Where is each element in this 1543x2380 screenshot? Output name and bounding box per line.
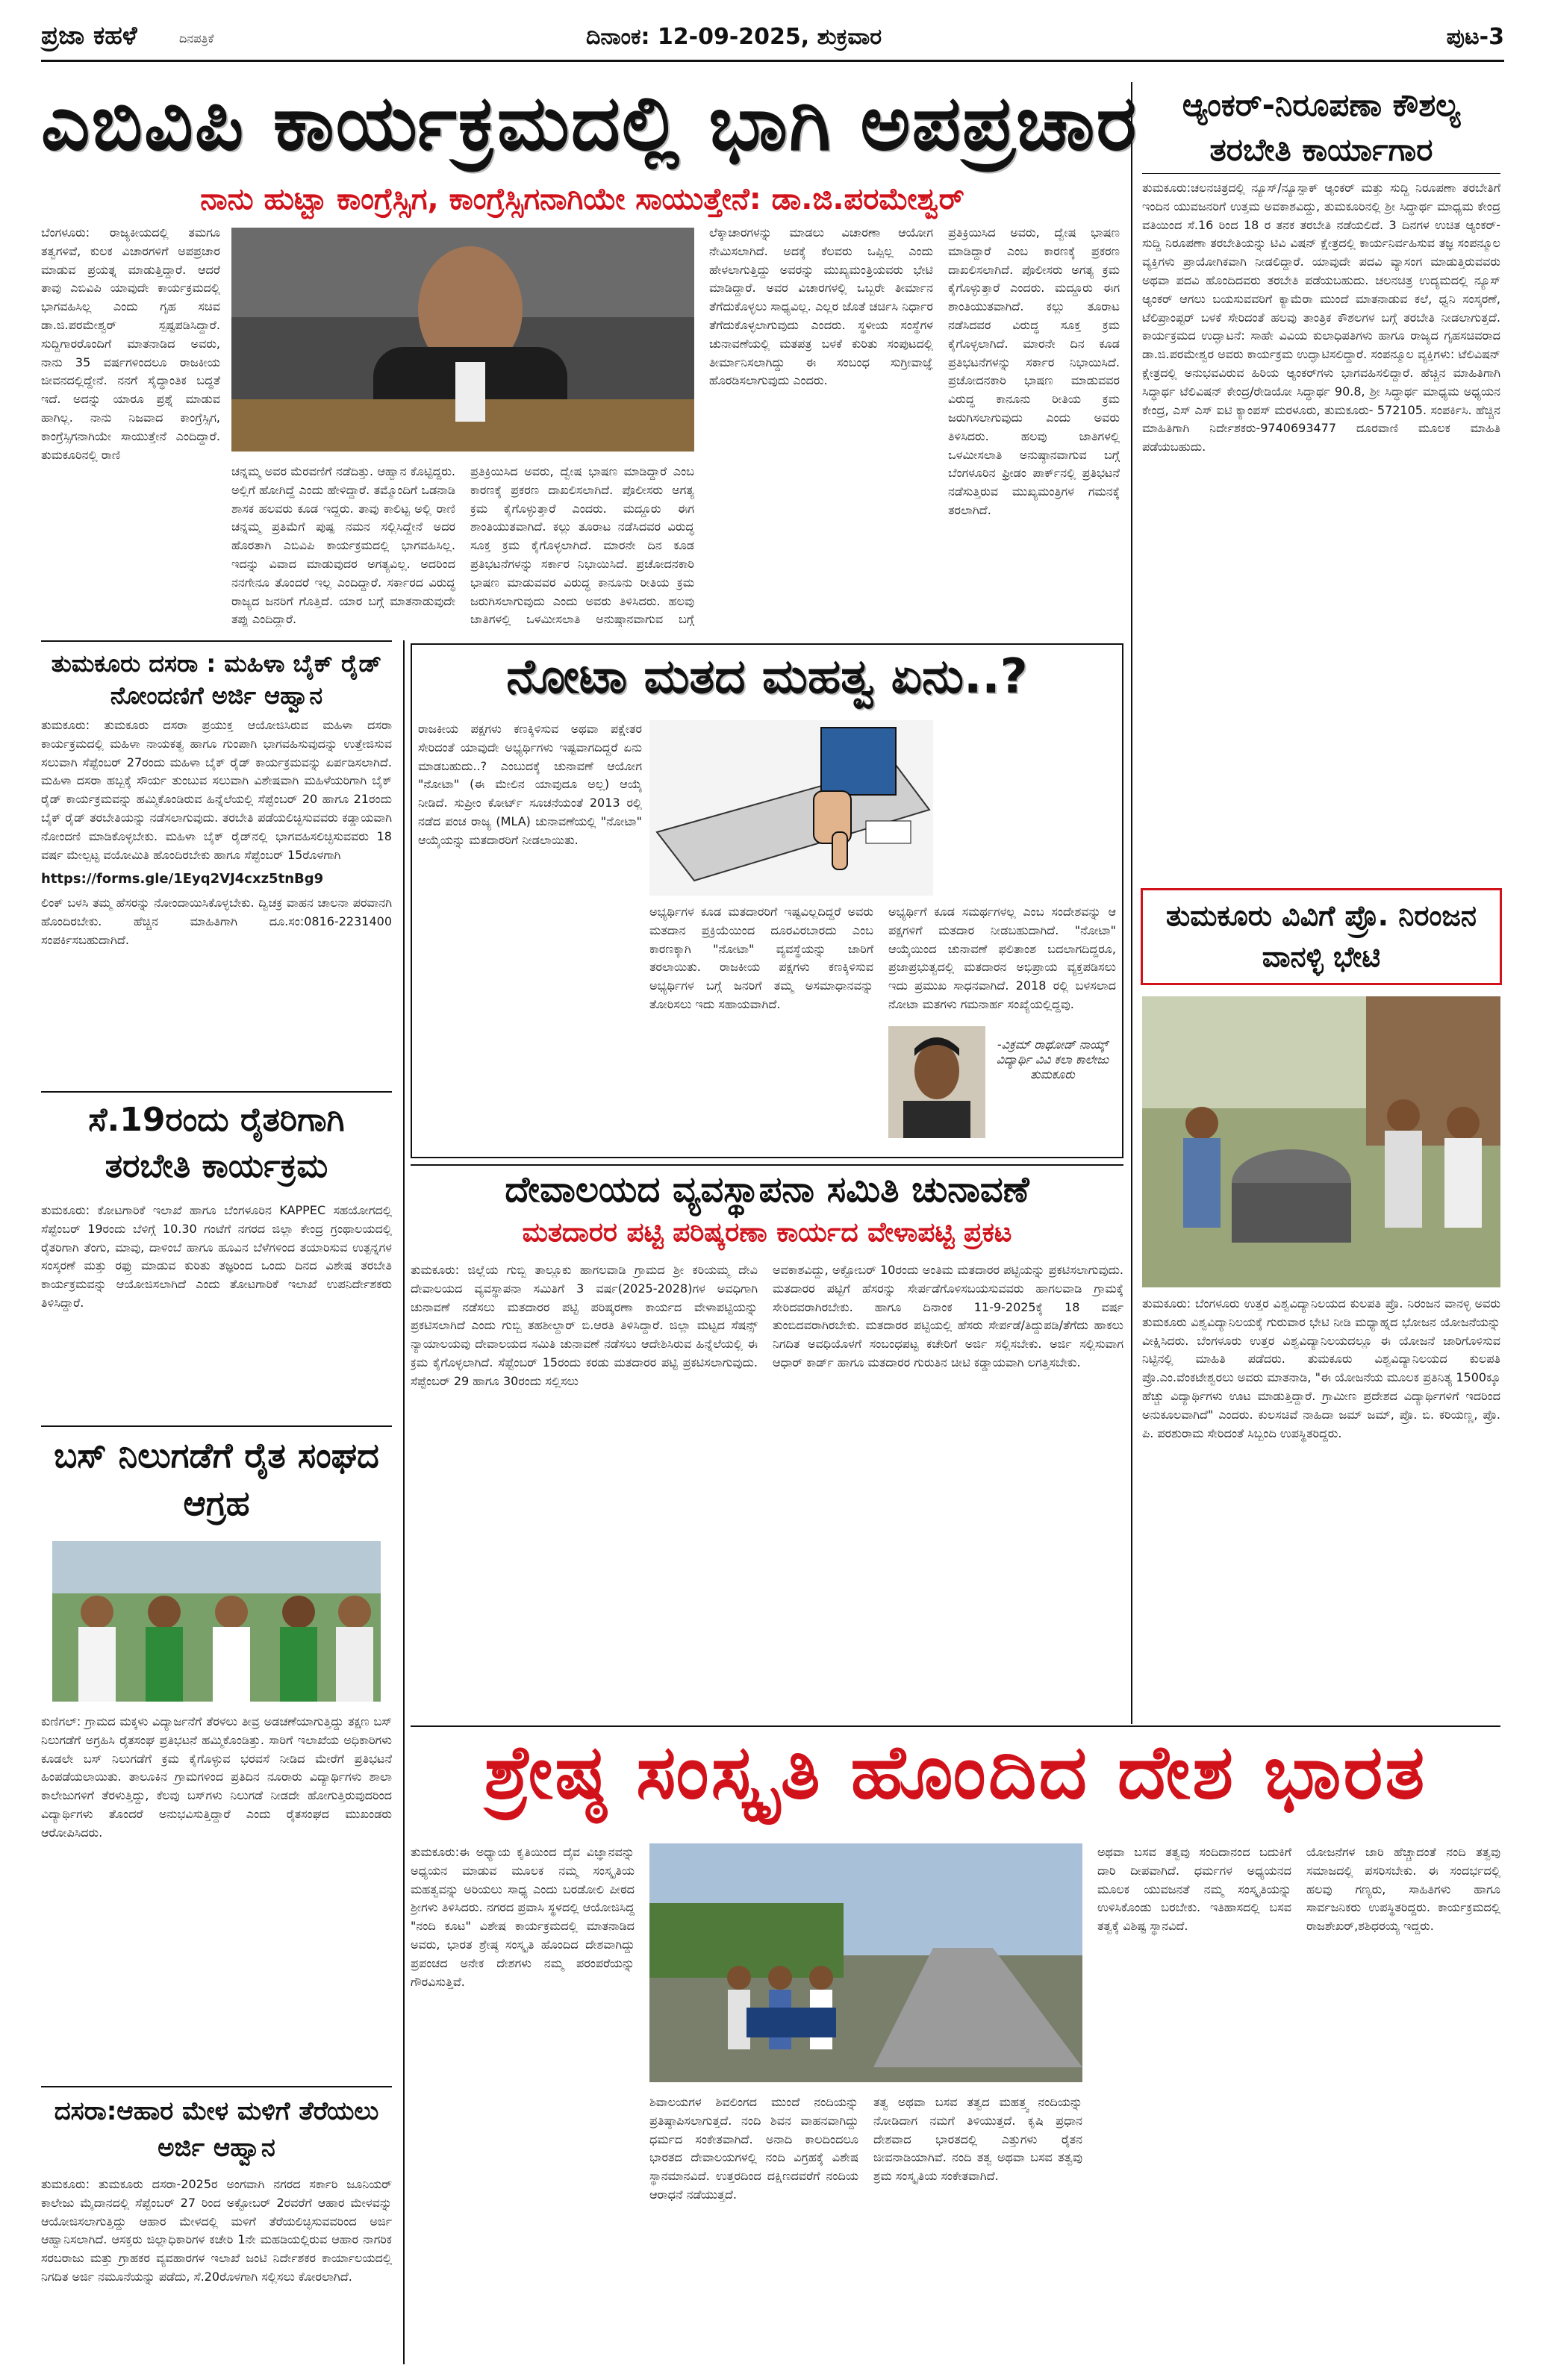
devalaya-rule [411, 1164, 1123, 1166]
bharata-col2: ಶಿವಾಲಯಗಳ ಶಿವಲಿಂಗದ ಮುಂದೆ ನಂದಿಯನ್ನು ಪ್ರತಿಷ್ಠಾಪಿಸಲಾಗುತ್ತದೆ. ನಂದಿ ಶಿವನ ವಾಹನವಾಗಿದ್ದು ಧರ್ಮದ ಸಂಕೇತವಾಗಿದೆ. ಅನಾದಿ ಕಾಲದಿಂದಲೂ ಭಾರತದ ದೇವಾಲಯಗಳಲ್ಲಿ ನಂದಿ ವಿಗ್ರಹಕ್ಕೆ ವಿಶೇಷ ಸ್ಥಾನಮಾನವಿದೆ. ಉತ್ತರದಿಂದ ದಕ್ಷಿಣದವರೆಗೆ ನಂದಿಯ ಆರಾಧನೆ ನಡೆಯುತ್ತದೆ. [649, 2095, 858, 2202]
bus-photo [52, 1541, 381, 1702]
bus-body: ಕುಣಿಗಲ್: ಗ್ರಾಮದ ಮಕ್ಕಳು ವಿದ್ಯಾರ್ಜನೆಗೆ ತೆರಳಲು ತೀವ್ರ ಅಡಚಣೆಯಾಗುತ್ತಿದ್ದು ತಕ್ಷಣ ಬಸ್ ನಿಲುಗಡೆಗೆ ಅಗ್ರಹಿಸಿ ರೈತಸಂಘ ಪ್ರತಿಭಟನೆ ಹಮ್ಮಿಕೊಂಡಿತ್ತು. ಸಾರಿಗೆ ಇಲಾಖೆಯ ಅಧಿಕಾರಿಗಳು ಕೂಡಲೇ ಬಸ್ ನಿಲುಗಡೆಗೆ ಕ್ರಮ ಕೈಗೊಳ್ಳುವ ಭರವಸೆ ನೀಡಿದ ಮೇರೆಗೆ ಪ್ರತಿಭಟನೆ ಹಿಂಪಡೆಯಲಾಯಿತು. ತಾಲೂಕಿನ ಗ್ರಾಮಗಳಿಂದ ಪ್ರತಿದಿನ ನೂರಾರು ವಿದ್ಯಾರ್ಥಿಗಳು ಶಾಲಾ ಕಾಲೇಜುಗಳಿಗೆ ತೆರಳುತ್ತಿದ್ದು, ಕೆಲವು ಬಸ್‌ಗಳು ನಿಲುಗಡೆ ನೀಡದೇ ಹೋಗುತ್ತಿರುವುದರಿಂದ ವಿದ್ಯಾರ್ಥಿಗಳು ತೊಂದರೆ ಅನುಭವಿಸುತ್ತಿದ್ದಾರೆ ಎಂದು ರೈತಸಂಘದ ಮುಖಂಡರು ಆರೋಪಿಸಿದರು. [41, 1714, 392, 1840]
bus-rule [41, 1425, 392, 1427]
anchor-rule [1142, 173, 1500, 174]
masthead-logo: ಪ್ರಜಾ ಕಹಳೆ [41, 21, 137, 51]
main-photo [231, 228, 694, 452]
author-photo [888, 1026, 985, 1138]
masthead-rule [41, 60, 1504, 62]
vv-visit-title: ತುಮಕೂರು ವಿವಿಗೆ ಪ್ರೊ. ನಿರಂಜನ ವಾನಳ್ಳಿ ಭೇಟಿ [1166, 899, 1477, 974]
bharata-photo [649, 1843, 1082, 2082]
bike-link[interactable]: https://forms.gle/1Eyq2VJ4cxz5tnBg9 [41, 871, 324, 887]
anchor-title-1: ಆ್ಯಂಕರ್-ನಿರೂಪಣಾ ಕೌಶಲ್ಯ [1182, 87, 1461, 123]
nota-col2: ಅಭ್ಯರ್ಥಿಗಳ ಕೂಡ ಮತದಾರರಿಗೆ ಇಷ್ಟವಿಲ್ಲದಿದ್ದರೆ ಅವರು ಮತದಾನ ಪ್ರಕ್ರಿಯೆಯಿಂದ ದೂರವಿರಬಾರದು ಎಂಬ ಕಾರಣಕ್ಕಾಗಿ "ನೋಟಾ" ವ್ಯವಸ್ಥೆಯನ್ನು ಜಾರಿಗೆ ತರಲಾಯಿತು. ರಾಜಕೀಯ ಪಕ್ಷಗಳು ಕಣಕ್ಕಿಳಿಸುವ ಅಭ್ಯರ್ಥಿಗಳ ಬಗ್ಗೆ ಜನರಿಗೆ ತಮ್ಮ ಅಸಮಾಧಾನವನ್ನು ತೋರಿಸಲು ಇದು ಸಹಾಯವಾಗಿದೆ. [649, 905, 873, 1011]
bike-body [41, 716, 392, 1082]
bike-title: ತುಮಕೂರು ದಸರಾ : ಮಹಿಳಾ ಬೈಕ್ ರೈಡ್ ನೋಂದಣಿಗೆ ಅರ್ಜಿ ಆಹ್ವಾನ [51, 649, 382, 710]
nota-col1: ರಾಜಕೀಯ ಪಕ್ಷಗಳು ಕಣಕ್ಕಿಳಿಸುವ ಅಥವಾ ಪಕ್ಷೇತರ ಸೇರಿದಂತೆ ಯಾವುದೇ ಅಭ್ಯರ್ಥಿಗಳು ಇಷ್ಟವಾಗದಿದ್ದರೆ ಏನು ಮಾಡಬಹುದು..? ಎಂಬುದಕ್ಕೆ ಚುನಾವಣೆ ಆಯೋಗ "ನೋಟಾ" (ಈ ಮೇಲಿನ ಯಾವುದೂ ಅಲ್ಲ) ಆಯ್ಕೆ ನೀಡಿದೆ. ಸುಪ್ರೀಂ ಕೋರ್ಟ್ ಸೂಚನೆಯಂತೆ 2013 ರಲ್ಲಿ ನಡೆದ ಪಂಚ ರಾಜ್ಯ (MLA) ಚುನಾವಣೆಯಲ್ಲಿ "ನೋಟಾ" ಆಯ್ಕೆಯನ್ನು ಮತದಾರರಿಗೆ ನೀಡಲಾಯಿತು. [418, 722, 642, 847]
main-story-col1: ಬೆಂಗಳೂರು: ರಾಜ್ಯಕೀಯದಲ್ಲಿ ತಮಗೂ ತತ್ವಗಳಿವೆ, ಕುಲಕ ವಿಚಾರಗಳಿಗೆ ಅಪಪ್ರಚಾರ ಮಾಡುವ ಪ್ರಯತ್ನ ಮಾಡುತ್ತಿದ್ದಾರೆ. ಆದರೆ ತಾವು ಎಬಿವಿಪಿ ಯಾವುದೇ ಕಾರ್ಯಕ್ರಮದಲ್ಲಿ ಭಾಗವಹಿಸಿಲ್ಲ ಎಂದು ಗೃಹ ಸಚಿವ ಡಾ.ಜಿ.ಪರಮೇಶ್ವರ್ ಸ್ಪಷ್ಟಪಡಿಸಿದ್ದಾರೆ. ಸುದ್ದಿಗಾರರೊಂದಿಗೆ ಮಾತನಾಡಿದ ಅವರು, ನಾನು 35 ವರ್ಷಗಳಿಂದಲೂ ರಾಜಕೀಯ ಜೀವನದಲ್ಲಿದ್ದೇನೆ. ನನಗೆ ಸೈದ್ಧಾಂತಿಕ ಬದ್ಧತೆ ಇದೆ. ಅದನ್ನು ಯಾರೂ ಪ್ರಶ್ನೆ ಮಾಡುವ ಹಾಗಿಲ್ಲ. ನಾನು ನಿಜವಾದ ಕಾಂಗ್ರೆಸ್ಸಿಗ, ಕಾಂಗ್ರೆಸ್ಸಿಗನಾಗಿಯೇ ಸಾಯುತ್ತೇನೆ ಎಂದಿದ್ದಾರೆ. ತುಮಕೂರಿನಲ್ಲಿ ರಾಣಿ [41, 225, 220, 462]
page-number: ಪುಟ-3 [1446, 24, 1504, 50]
bharata-col1: ತುಮಕೂರು:ಈ ಅಧ್ಯಾಯ ಕೃತಿಯಿಂದ ದೈವ ವಿಜ್ಞಾನವನ್ನು ಅಧ್ಯಯನ ಮಾಡುವ ಮೂಲಕ ನಮ್ಮ ಸಂಸ್ಕೃತಿಯ ಮಹತ್ವವನ್ನು ಅರಿಯಲು ಸಾಧ್ಯ ಎಂದು ಬರಡೋಲಿ ಪೀಠದ ಶ್ರೀಗಳು ತಿಳಿಸಿದರು. ನಗರದ ಪ್ರವಾಸಿ ಸ್ಥಳದಲ್ಲಿ ಆಯೋಜಿಸಿದ್ದ "ನಂದಿ ಕೂಟ" ವಿಶೇಷ ಕಾರ್ಯಕ್ರಮದಲ್ಲಿ ಮಾತನಾಡಿದ ಅವರು, ಭಾರತ ಶ್ರೇಷ್ಠ ಸಂಸ್ಕೃತಿ ಹೊಂದಿದ ದೇಶವಾಗಿದ್ದು ಪ್ರಪಂಚದ ಅನೇಕ ದೇಶಗಳು ನಮ್ಮ ಪರಂಪರೆಯನ್ನು ಗೌರವಿಸುತ್ತಿವೆ. [411, 1845, 635, 1989]
nota-title: ನೋಟಾ ಮತದ ಮಹತ್ವ ಏನು..? [506, 649, 1028, 705]
farmers-rule [41, 1091, 392, 1093]
bharata-title: ಶ್ರೇಷ್ಠ ಸಂಸ್ಕೃತಿ ಹೊಂದಿದ ದೇಶ ಭಾರತ [484, 1728, 1427, 1816]
nota-author: -ವಿಕ್ರಮ್ ರಾಥೋಡ್ ನಾಯ್ಕ್ ವಿದ್ಯಾರ್ಥಿ ವಿವಿ ಕಲಾ ಕಾಲೇಜು ತುಮಕೂರು [996, 1037, 1109, 1081]
bike-body-text: ತುಮಕೂರು: ತುಮಕೂರು ದಸರಾ ಪ್ರಯುಕ್ತ ಆಯೋಜಿಸಿರುವ ಮಹಿಳಾ ದಸರಾ ಕಾರ್ಯಕ್ರಮದಲ್ಲಿ ಮಹಿಳಾ ನಾಯಕತ್ವ ಹಾಗೂ ಗುಂಪಾಗಿ ಭಾಗವಹಿಸುವುದನ್ನು ಉತ್ತೇಜಿಸುವ ಸಲುವಾಗಿ ಸೆಪ್ಟೆಂಬರ್ 27ರಂದು ಮಹಿಳಾ ಬೈಕ್ ರೈಡ್ ಕಾರ್ಯಕ್ರಮವನ್ನು ಏರ್ಪಡಿಸಲಾಗಿದೆ. ಮಹಿಳಾ ದಸರಾ ಹಬ್ಬಕ್ಕೆ ಸೌರ್ಯ ತುಂಬುವ ಸಲುವಾಗಿ ವಿಶೇಷವಾಗಿ ಮಹಿಳೆಯರಿಗಾಗಿ ಬೈಕ್ ರೈಡ್ ಕಾರ್ಯಕ್ರಮವನ್ನು ಹಮ್ಮಿಕೊಂಡಿರುವ ಹಿನ್ನೆಲೆಯಲ್ಲಿ ಸೆಪ್ಟೆಂಬರ್ 20 ಹಾಗೂ 21ರಂದು ಬೈಕ್ ರೈಡ್ ತರಬೇತಿಯನ್ನು ನಡೆಸಲಾಗುವುದು. ತರಬೇತಿ ಪಡೆಯಲಿಚ್ಛಿಸುವವರು ಕಡ್ಡಾಯವಾಗಿ ನೋಂದಣಿ ಮಾಡಿಕೊಳ್ಳಬೇಕು. ಮಹಿಳಾ ಬೈಕ್ ರೈಡ್‌ನಲ್ಲಿ ಭಾಗವಹಿಸಲಿಚ್ಛಿಸುವವರು 18 ವರ್ಷ ಮೇಲ್ಪಟ್ಟ ವಯೋಮಿತಿ ಹೊಂದಿರಬೇಕು ಹಾಗೂ ಸೆಪ್ಟೆಂಬರ್ 15ರೊಳಗಾಗಿ [41, 718, 392, 862]
nota-illustration [649, 720, 933, 896]
farmers-title: ಸೆ.19ರಂದು ರೈತರಿಗಾಗಿ ತರಬೇತಿ ಕಾರ್ಯಕ್ರಮ [88, 1101, 345, 1185]
bike-rule [41, 640, 392, 642]
devalaya-title: ದೇವಾಲಯದ ವ್ಯವಸ್ಥಾಪನಾ ಸಮಿತಿ ಚುನಾವಣೆ [505, 1169, 1029, 1211]
dasara-title: ದಸರಾ:ಆಹಾರ ಮೇಳ ಮಳಿಗೆ ತೆರೆಯಲು ಅರ್ಜಿ ಆಹ್ವಾನ [54, 2096, 379, 2164]
bharata-rule [411, 1725, 1500, 1727]
nota-col3: ಅಭ್ಯರ್ಥಿಗೆ ಕೂಡ ಸಮರ್ಥಗಳಲ್ಲ ಎಂಬ ಸಂದೇಶವನ್ನು ಆ ಪಕ್ಷಗಳಿಗೆ ಮತದಾರ ನೀಡಬಹುದಾಗಿದೆ. "ನೋಟಾ" ಆಯ್ಕೆಯಿಂದ ಚುನಾವಣೆ ಫಲಿತಾಂಶ ಬದಲಾಗದಿದ್ದರೂ, ಪ್ರಜಾಪ್ರಭುತ್ವದಲ್ಲಿ ಮತದಾರನ ಅಭಿಪ್ರಾಯ ವ್ಯಕ್ತಪಡಿಸಲು ಇದು ಪ್ರಮುಖ ಸಾಧನವಾಗಿದೆ. 2018 ರಲ್ಲಿ ಬಳಸಲಾದ ನೋಟಾ ಮತಗಳು ಗಮನಾರ್ಹ ಸಂಖ್ಯೆಯಲ್ಲಿದ್ದವು. [888, 905, 1116, 1011]
bharata-col4: ಅಥವಾ ಬಸವ ತತ್ವವು ಸಂದಿದಾನಂದ ಬದುಕಿಗೆ ದಾರಿ ದೀಪವಾಗಿದೆ. ಧರ್ಮಗಳ ಅಧ್ಯಯನದ ಮೂಲಕ ಯುವಜನತೆ ನಮ್ಮ ಸಂಸ್ಕೃತಿಯನ್ನು ಉಳಿಸಿಕೊಂಡು ಬರಬೇಕು. ಇತಿಹಾಸದಲ್ಲಿ ಬಸವ ತತ್ವಕ್ಕೆ ವಿಶಿಷ್ಟ ಸ್ಥಾನವಿದೆ. [1097, 1845, 1291, 1934]
main-story-col4: ಲೆಕ್ಕಾಚಾರಗಳನ್ನು ಮಾಡಲು ವಿಚಾರಣಾ ಆಯೋಗ ನೇಮಿಸಲಾಗಿದೆ. ಅದಕ್ಕೆ ಕೆಲವರು ಒಪ್ಪಿಲ್ಲ ಎಂದು ಹೇಳಲಾಗುತ್ತಿದ್ದು ಅವರನ್ನು ಮುಖ್ಯಮಂತ್ರಿಯವರು ಭೇಟಿ ಮಾಡಿದ್ದಾರೆ. ಅವರ ವಿಚಾರಗಳಲ್ಲಿ ಒಬ್ಬರೇ ತೀರ್ಮಾನ ತೆಗೆದುಕೊಳ್ಳಲು ಸಾಧ್ಯವಿಲ್ಲ. ಎಲ್ಲರ ಜೊತೆ ಚರ್ಚಿಸಿ ನಿರ್ಧಾರ ತೆಗೆದುಕೊಳ್ಳಲಾಗುವುದು ಎಂದರು. ಸ್ಥಳೀಯ ಸಂಸ್ಥೆಗಳ ಚುನಾವಣೆಯಲ್ಲಿ ಮತಪತ್ರ ಬಳಕೆ ಕುರಿತು ಸಂಪುಟದಲ್ಲಿ ತೀರ್ಮಾನಿಸಲಾಗಿದ್ದು ಈ ಸಂಬಂಧ ಸುಗ್ರೀವಾಜ್ಞೆ ಹೊರಡಿಸಲಾಗುವುದು ಎಂದರು. [709, 225, 933, 388]
anchor-body: ತುಮಕೂರು:ಚಲನಚಿತ್ರದಲ್ಲಿ ನ್ಯೂಸ್/ನ್ಯೂಸ್ಪಾಕ್ ಆ್ಯಂಕರ್ ಮತ್ತು ಸುದ್ದಿ ನಿರೂಪಣಾ ತರಬೇತಿಗೆ ಇಂದಿನ ಯುವಜನರಿಗೆ ಉತ್ತಮ ಅವಕಾಶವಿದ್ದು, ತುಮಕೂರಿನಲ್ಲಿ ಶ್ರೀ ಸಿದ್ಧಾರ್ಥ ಮಾಧ್ಯಮ ಕೇಂದ್ರ ವತಿಯಿಂದ ಸೆ.16 ರಿಂದ 18 ರ ತನಕ ತರಬೇತಿ ನಡೆಯಲಿದೆ. 3 ದಿನಗಳ ಉಚಿತ ಆ್ಯಂಕರ್-ಸುದ್ದಿ ನಿರೂಪಣಾ ತರಬೇತಿಯನ್ನು ಟಿವಿ ವಿಷನ್ ಕ್ಷೇತ್ರದಲ್ಲಿ ಕಾರ್ಯನಿರ್ವಹಿಸುವ ತಜ್ಞ ಸಂಪನ್ಮೂಲ ವ್ಯಕ್ತಿಗಳು ಪ್ರಾಯೋಗಿಕವಾಗಿ ನೀಡಲಿದ್ದಾರೆ. ಯಾವುದೇ ಪದವಿ ವ್ಯಾಸಂಗ ಮಾಡುತ್ತಿರುವವರು ಅಥವಾ ಪದವಿ ಹೊಂದಿದವರು ತರಬೇತಿ ಪಡೆಯಬಹುದು. ಚಲನಚಿತ್ರ ಉದ್ಯಮದಲ್ಲಿ ನ್ಯೂಸ್ ಆ್ಯಂಕರ್ ಆಗಲು ಬಯಸುವವರಿಗೆ ಕ್ಯಾಮೆರಾ ಮುಂದೆ ಮಾತನಾಡುವ ಕಲೆ, ಧ್ವನಿ ಸಂಸ್ಕರಣೆ, ಟೆಲಿಪ್ರಾಂಪ್ಟರ್ ಬಳಕೆ ಸೇರಿದಂತೆ ಹಲವು ತಾಂತ್ರಿಕ ಕೌಶಲಗಳ ಬಗ್ಗೆ ತರಬೇತಿ ನೀಡಲಾಗುತ್ತದೆ. ಕಾರ್ಯಕ್ರಮದ ಉದ್ಘಾಟನೆ: ಸಾಹೇ ವಿವಿಯ ಕುಲಾಧಿಪತಿಗಳು ಹಾಗೂ ರಾಜ್ಯದ ಗೃಹಸಚಿವರಾದ ಡಾ.ಜಿ.ಪರಮೇಶ್ವರ ಅವರು ಕಾರ್ಯಕ್ರಮ ಉದ್ಘಾಟಿಸಲಿದ್ದಾರೆ. ಸಂಪನ್ಮೂಲ ವ್ಯಕ್ತಿಗಳು: ಟೆಲಿವಿಷನ್ ಕ್ಷೇತ್ರದಲ್ಲಿ ಅನುಭವವಿರುವ ಹಿರಿಯ ಆ್ಯಂಕರ್‌ಗಳು ಭಾಗವಹಿಸಲಿದ್ದಾರೆ. ಹೆಚ್ಚಿನ ಮಾಹಿತಿಗಾಗಿ ಸಿದ್ಧಾರ್ಥ ಟೆಲಿವಿಷನ್ ಕೇಂದ್ರ/ರೇಡಿಯೋ ಸಿದ್ಧಾರ್ಥ 90.8, ಶ್ರೀ ಸಿದ್ಧಾರ್ಥ ಮಾಧ್ಯಮ ಅಧ್ಯಯನ ಕೇಂದ್ರ, ಎಸ್ ಎಸ್ ಐಟಿ ಕ್ಯಾಂಪಸ್ ಮರಳೂರು, ತುಮಕೂರು- 572105. ಸಂಪರ್ಕಿಸಿ. ಹೆಚ್ಚಿನ ಮಾಹಿತಿಗಾಗಿ ನಿರ್ದೇಶಕರು-9740693477 ದೂರವಾಣಿ ಮೂಲಕ ಮಾಹಿತಿ ಪಡೆಯಬಹುದು. [1142, 181, 1500, 455]
masthead [41, 15, 1504, 60]
main-story-col5: ಪ್ರತಿಕ್ರಿಯಿಸಿದ ಅವರು, ದ್ವೇಷ ಭಾಷಣ ಮಾಡಿದ್ದಾರೆ ಎಂಬ ಕಾರಣಕ್ಕೆ ಪ್ರಕರಣ ದಾಖಲಿಸಲಾಗಿದೆ. ಪೊಲೀಸರು ಅಗತ್ಯ ಕ್ರಮ ಕೈಗೊಳ್ಳುತ್ತಾರೆ ಎಂದರು. ಮದ್ದೂರು ಈಗ ಶಾಂತಿಯುತವಾಗಿದೆ. ಕಲ್ಲು ತೂರಾಟ ನಡೆಸಿದವರ ವಿರುದ್ಧ ಸೂಕ್ತ ಕ್ರಮ ಕೈಗೊಳ್ಳಲಾಗಿದೆ. ಮಾರನೇ ದಿನ ಕೂಡ ಪ್ರತಿಭಟನೆಗಳನ್ನು ಸರ್ಕಾರ ನಿಭಾಯಿಸಿದೆ. ಪ್ರಚೋದನಕಾರಿ ಭಾಷಣ ಮಾಡುವವರ ವಿರುದ್ಧ ಕಾನೂನು ರೀತಿಯ ಕ್ರಮ ಜರುಗಿಸಲಾಗುವುದು ಎಂದು ಅವರು ತಿಳಿಸಿದರು. ಹಲವು ಜಾತಿಗಳಲ್ಲಿ ಒಳಮೀಸಲಾತಿ ಅನುಷ್ಠಾನವಾಗುವ ಬಗ್ಗೆ ಬೆಂಗಳೂರಿನ ಫ್ರೀಡಂ ಪಾರ್ಕ್‌ನಲ್ಲಿ ಪ್ರತಿಭಟನೆ ನಡೆಸುತ್ತಿರುವ ಮುಖ್ಯಮಂತ್ರಿಗಳ ಗಮನಕ್ಕೆ ತರಲಾಗಿದೆ. [948, 225, 1120, 517]
vv-visit-photo [1142, 996, 1500, 1287]
col-divider-right [1131, 82, 1132, 1724]
main-story-col3: ಪ್ರತಿಕ್ರಿಯಿಸಿದ ಅವರು, ದ್ವೇಷ ಭಾಷಣ ಮಾಡಿದ್ದಾರೆ ಎಂಬ ಕಾರಣಕ್ಕೆ ಪ್ರಕರಣ ದಾಖಲಿಸಲಾಗಿದೆ. ಪೊಲೀಸರು ಅಗತ್ಯ ಕ್ರಮ ಕೈಗೊಳ್ಳುತ್ತಾರೆ ಎಂದರು. ಮದ್ದೂರು ಈಗ ಶಾಂತಿಯುತವಾಗಿದೆ. ಕಲ್ಲು ತೂರಾಟ ನಡೆಸಿದವರ ವಿರುದ್ಧ ಸೂಕ್ತ ಕ್ರಮ ಕೈಗೊಳ್ಳಲಾಗಿದೆ. ಮಾರನೇ ದಿನ ಕೂಡ ಪ್ರತಿಭಟನೆಗಳನ್ನು ಸರ್ಕಾರ ನಿಭಾಯಿಸಿದೆ. ಪ್ರಚೋದನಕಾರಿ ಭಾಷಣ ಮಾಡುವವರ ವಿರುದ್ಧ ಕಾನೂನು ರೀತಿಯ ಕ್ರಮ ಜರುಗಿಸಲಾಗುವುದು ಎಂದು ಅವರು ತಿಳಿಸಿದರು. ಹಲವು ಜಾತಿಗಳಲ್ಲಿ ಒಳಮೀಸಲಾತಿ ಅನುಷ್ಠಾನವಾಗುವ ಬಗ್ಗೆ [470, 464, 694, 627]
dasara-body: ತುಮಕೂರು: ತುಮಕೂರು ದಸರಾ-2025ರ ಅಂಗವಾಗಿ ನಗರದ ಸರ್ಕಾರಿ ಜೂನಿಯರ್ ಕಾಲೇಜು ಮೈದಾನದಲ್ಲಿ ಸೆಪ್ಟೆಂಬರ್ 27 ರಿಂದ ಅಕ್ಟೋಬರ್ 2ರವರೆಗೆ ಆಹಾರ ಮೇಳವನ್ನು ಆಯೋಜಿಸಲಾಗುತ್ತಿದ್ದು ಆಹಾರ ಮೇಳದಲ್ಲಿ ಮಳಿಗೆ ತೆರೆಯಲಿಚ್ಛಿಸುವವರಿಂದ ಅರ್ಜಿ ಆಹ್ವಾನಿಸಲಾಗಿದೆ. ಆಸಕ್ತರು ಜಿಲ್ಲಾಧಿಕಾರಿಗಳ ಕಚೇರಿ 1ನೇ ಮಹಡಿಯಲ್ಲಿರುವ ಆಹಾರ ನಾಗರಿಕ ಸರಬರಾಜು ಮತ್ತು ಗ್ರಾಹಕರ ವ್ಯವಹಾರಗಳ ಇಲಾಖೆ ಜಂಟಿ ನಿರ್ದೇಶಕರ ಕಾರ್ಯಾಲಯದಲ್ಲಿ ನಿಗದಿತ ಅರ್ಜಿ ನಮೂನೆಯನ್ನು ಪಡೆದು, ಸೆ.20ರೊಳಗಾಗಿ ಸಲ್ಲಿಸಲು ಕೋರಲಾಗಿದೆ. [41, 2177, 392, 2284]
bharata-col5: ಯೋಜನೆಗಳ ಜಾರಿ ಹೆಚ್ಚಾದಂತೆ ನಂದಿ ತತ್ವವು ಸಮಾಜದಲ್ಲಿ ಪಸರಿಸಬೇಕು. ಈ ಸಂದರ್ಭದಲ್ಲಿ ಹಲವು ಗಣ್ಯರು, ಸಾಹಿತಿಗಳು ಹಾಗೂ ಸಾರ್ವಜನಿಕರು ಉಪಸ್ಥಿತರಿದ್ದರು. ಕಾರ್ಯಕ್ರಮದಲ್ಲಿ ರಾಜಶೇಖರ್,ಶಶಿಧರಯ್ಯ ಇದ್ದರು. [1306, 1845, 1500, 1934]
anchor-title-2: ತರಬೇತಿ ಕಾರ್ಯಾಗಾರ [1209, 131, 1433, 168]
dasara-rule [41, 2086, 392, 2087]
col-divider-left [403, 640, 405, 2364]
main-headline: ಎಬಿವಿಪಿ ಕಾರ್ಯಕ್ರಮದಲ್ಲಿ ಭಾಗಿ ಅಪಪ್ರಚಾರ [41, 79, 1138, 168]
masthead-sub: ದಿನಪತ್ರಿಕೆ [179, 31, 214, 46]
farmers-body: ತುಮಕೂರು: ಕೋಟಗಾರಿಕೆ ಇಲಾಖೆ ಹಾಗೂ ಬೆಂಗಳೂರಿನ KAPPEC ಸಹಯೋಗದಲ್ಲಿ ಸೆಪ್ಟೆಂಬರ್ 19ರಂದು ಬೆಳಿಗ್ಗೆ 10.30 ಗಂಟೆಗೆ ನಗರದ ಜಿಲ್ಲಾ ಕೇಂದ್ರ ಗ್ರಂಥಾಲಯದಲ್ಲಿ ರೈತರಿಗಾಗಿ ತೆಂಗು, ಮಾವು, ದಾಳಿಂಬೆ ಹಾಗೂ ಹೂವಿನ ಬೆಳೆಗಳಿಂದ ತಯಾರಿಸುವ ಉತ್ಪನ್ನಗಳ ಸಂಸ್ಕರಣೆ ಮತ್ತು ರಫ್ತು ಮಾಡುವ ಕುರಿತು ತಜ್ಞರಿಂದ ಒಂದು ದಿನದ ವಿಶೇಷ ತರಬೇತಿ ಕಾರ್ಯಕ್ರಮವನ್ನು ಆಯೋಜಿಸಲಾಗಿದೆ ಎಂದು ತೋಟಗಾರಿಕೆ ಇಲಾಖೆ ಉಪನಿರ್ದೇಶಕರು ತಿಳಿಸಿದ್ದಾರೆ. [41, 1203, 392, 1310]
devalaya-col2: ಅವಕಾಶವಿದ್ದು, ಅಕ್ಟೋಬರ್ 10ರಂದು ಅಂತಿಮ ಮತದಾರರ ಪಟ್ಟಿಯನ್ನು ಪ್ರಕಟಿಸಲಾಗುವುದು. ಮತದಾರರ ಪಟ್ಟಿಗೆ ಹೆಸರನ್ನು ಸೇರ್ಪಡೆಗೊಳಿಸಬಯಸುವವರು ಹಾಗಲವಾಡಿ ಗ್ರಾಮಕ್ಕೆ ಸೇರಿದವರಾಗಿರಬೇಕು. ಹಾಗೂ ದಿನಾಂಕ 11-9-2025ಕ್ಕೆ 18 ವರ್ಷ ತುಂಬಿದವರಾಗಿರಬೇಕು. ಮತದಾರರ ಪಟ್ಟಿಯಲ್ಲಿ ಹೆಸರು ಸೇರ್ಪಡೆ/ತಿದ್ದುಪಡಿ/ತೆಗೆದು ಹಾಕಲು ನಿಗದಿತ ಅವಧಿಯೊಳಗೆ ಸಂಬಂಧಪಟ್ಟ ಕಚೇರಿಗೆ ಅರ್ಜಿ ಸಲ್ಲಿಸಬೇಕು. ಅರ್ಜಿ ಸಲ್ಲಿಸುವಾಗ ಆಧಾರ್ ಕಾರ್ಡ್ ಹಾಗೂ ಮತದಾರರ ಗುರುತಿನ ಚೀಟಿ ಕಡ್ಡಾಯವಾಗಿ ಲಗತ್ತಿಸಬೇಕು. [773, 1263, 1123, 1369]
main-subhead: ನಾನು ಹುಟ್ಟಾ ಕಾಂಗ್ರೆಸ್ಸಿಗ, ಕಾಂಗ್ರೆಸ್ಸಿಗನಾಗಿಯೇ ಸಾಯುತ್ತೇನೆ: ಡಾ.ಜಿ.ಪರಮೇಶ್ವರ್ [200, 182, 964, 216]
main-story-col2: ಚನ್ನಮ್ಮ ಅವರ ಮೆರವಣಿಗೆ ನಡೆದಿತ್ತು. ಆಹ್ವಾನ ಕೊಟ್ಟಿದ್ದರು. ಅಲ್ಲಿಗೆ ಹೋಗಿದ್ದೆ ಎಂದು ಹೇಳಿದ್ದಾರೆ. ತಮ್ಮೊಂದಿಗೆ ಒಡನಾಡಿ ಶಾಸಕ ಹಲವರು ಕೂಡ ಇದ್ದರು. ತಾವು ಕಾಲಿಟ್ಟ ಅಲ್ಲಿ ರಾಣಿ ಚನ್ನಮ್ಮ ಪ್ರತಿಮೆಗೆ ಪುಷ್ಪ ನಮನ ಸಲ್ಲಿಸಿದ್ದೇನೆ ಅದರ ಹೊರತಾಗಿ ಎಬಿವಿಪಿ ಕಾರ್ಯಕ್ರಮದಲ್ಲಿ ಭಾಗವಹಿಸಿಲ್ಲ. ಇದನ್ನು ವಿವಾದ ಮಾಡುವುದರ ಅಗತ್ಯವಿಲ್ಲ. ಅದರಿಂದ ನನಗೇನೂ ತೊಂದರೆ ಇಲ್ಲ ಎಂದಿದ್ದಾರೆ. ಸರ್ಕಾರದ ವಿರುದ್ಧ ರಾಜ್ಯದ ಜನರಿಗೆ ಗೊತ್ತಿದೆ. ಯಾರ ಬಗ್ಗೆ ಮಾತನಾಡುವುದೇ ತಪ್ಪು ಎಂದಿದ್ದಾರೆ. [231, 464, 455, 627]
vv-visit-body: ತುಮಕೂರು: ಬೆಂಗಳೂರು ಉತ್ತರ ವಿಶ್ವವಿದ್ಯಾನಿಲಯದ ಕುಲಪತಿ ಪ್ರೊ. ನಿರಂಜನ ವಾನಳ್ಳಿ ಅವರು ತುಮಕೂರು ವಿಶ್ವವಿದ್ಯಾನಿಲಯಕ್ಕೆ ಗುರುವಾರ ಭೇಟಿ ನೀಡಿ ಮಧ್ಯಾಹ್ನದ ಭೋಜನ ಯೋಜನೆಯನ್ನು ವೀಕ್ಷಿಸಿದರು. ಬೆಂಗಳೂರು ಉತ್ತರ ವಿಶ್ವವಿದ್ಯಾನಿಲಯದಲ್ಲೂ ಈ ಯೋಜನೆ ಜಾರಿಗೊಳಿಸುವ ನಿಟ್ಟಿನಲ್ಲಿ ಮಾಹಿತಿ ಪಡೆದರು. ತುಮಕೂರು ವಿಶ್ವವಿದ್ಯಾನಿಲಯದ ಕುಲಪತಿ ಪ್ರೊ.ಎಂ.ವೆಂಕಟೇಶ್ವರಲು ಅವರು ಮಾತನಾಡಿ, "ಈ ಯೋಜನೆಯ ಮೂಲಕ ಪ್ರತಿನಿತ್ಯ 1500ಕ್ಕೂ ಹೆಚ್ಚು ವಿದ್ಯಾರ್ಥಿಗಳು ಊಟ ಮಾಡುತ್ತಿದ್ದಾರೆ. ಗ್ರಾಮೀಣ ಪ್ರದೇಶದ ವಿದ್ಯಾರ್ಥಿಗಳಿಗೆ ಇದರಿಂದ ಅನುಕೂಲವಾಗಿದೆ" ಎಂದರು. ಕುಲಸಚಿವೆ ನಾಹಿದಾ ಜಮ್ ಜಮ್, ಪ್ರೊ. ಬಿ. ಕರಿಯಣ್ಣ, ಪ್ರೊ. ಪಿ. ಪರಶುರಾಮ ಸೇರಿದಂತೆ ಸಿಬ್ಬಂದಿ ಉಪಸ್ಥಿತರಿದ್ದರು. [1142, 1296, 1500, 1440]
devalaya-col1: ತುಮಕೂರು: ಜಿಲ್ಲೆಯ ಗುಬ್ಬಿ ತಾಲ್ಲೂಕು ಹಾಗಲವಾಡಿ ಗ್ರಾಮದ ಶ್ರೀ ಕರಿಯಮ್ಮ ದೇವಿ ದೇವಾಲಯದ ವ್ಯವಸ್ಥಾಪನಾ ಸಮಿತಿಗೆ 3 ವರ್ಷ(2025-2028)ಗಳ ಅವಧಿಗಾಗಿ ಚುನಾವಣೆ ನಡೆಸಲು ಮತದಾರರ ಪಟ್ಟಿ ಪರಿಷ್ಕರಣಾ ಕಾರ್ಯದ ವೇಳಾಪಟ್ಟಿಯನ್ನು ಪ್ರಕಟಿಸಲಾಗಿದೆ ಎಂದು ಗುಬ್ಬಿ ತಹಶೀಲ್ದಾರ್ ಬಿ.ಆರತಿ ತಿಳಿಸಿದ್ದಾರೆ. ಜಿಲ್ಲಾ ಮಟ್ಟದ ಸೆಷನ್ಸ್ ನ್ಯಾಯಾಲಯವು ದೇವಾಲಯದ ಸಮಿತಿ ಚುನಾವಣೆ ನಡೆಸಲು ಆದೇಶಿಸಿರುವ ಹಿನ್ನೆಲೆಯಲ್ಲಿ ಈ ಕ್ರಮ ಕೈಗೊಳ್ಳಲಾಗಿದೆ. ಸೆಪ್ಟೆಂಬರ್ 15ರಂದು ಕರಡು ಮತದಾರರ ಪಟ್ಟಿ ಪ್ರಕಟಿಸಲಾಗುವುದು. ಸೆಪ್ಟೆಂಬರ್ 29 ಹಾಗೂ 30ರಂದು ಸಲ್ಲಿಸಲು [411, 1263, 758, 1388]
date-line: ದಿನಾಂಕ: 12-09-2025, ಶುಕ್ರವಾರ [586, 24, 882, 50]
bus-title: ಬಸ್ ನಿಲುಗಡೆಗೆ ರೈತ ಸಂಘದ ಆಗ್ರಹ [54, 1435, 379, 1524]
bharata-col3: ತತ್ವ ಅಥವಾ ಬಸವ ತತ್ವದ ಮಹತ್ತ್ವ ನಂದಿಯನ್ನು ನೋಡಿದಾಗ ನಮಗೆ ತಿಳಿಯುತ್ತದೆ. ಕೃಷಿ ಪ್ರಧಾನ ದೇಶವಾದ ಭಾರತದಲ್ಲಿ ಎತ್ತುಗಳು ರೈತನ ಜೀವನಾಡಿಯಾಗಿವೆ. ನಂದಿ ತತ್ವ ಅಥವಾ ಬಸವ ತತ್ವವು ಶ್ರಮ ಸಂಸ್ಕೃತಿಯ ಸಂಕೇತವಾಗಿದೆ. [873, 2095, 1082, 2184]
bike-body-text-2: ಲಿಂಕ್ ಬಳಸಿ ತಮ್ಮ ಹೆಸರನ್ನು ನೋಂದಾಯಿಸಿಕೊಳ್ಳಬೇಕು. ದ್ವಿಚಕ್ರ ವಾಹನ ಚಾಲನಾ ಪರವಾನಗಿ ಹೊಂದಿರಬೇಕು. ಹೆಚ್ಚಿನ ಮಾಹಿತಿಗಾಗಿ ದೂ.ಸಂ:0816-2231400 ಸಂಪರ್ಕಿಸಬಹುದಾಗಿದೆ. [41, 896, 392, 947]
devalaya-subtitle: ಮತದಾರರ ಪಟ್ಟಿ ಪರಿಷ್ಕರಣಾ ಕಾರ್ಯದ ವೇಳಾಪಟ್ಟಿ ಪ್ರಕಟ [522, 1217, 1012, 1248]
